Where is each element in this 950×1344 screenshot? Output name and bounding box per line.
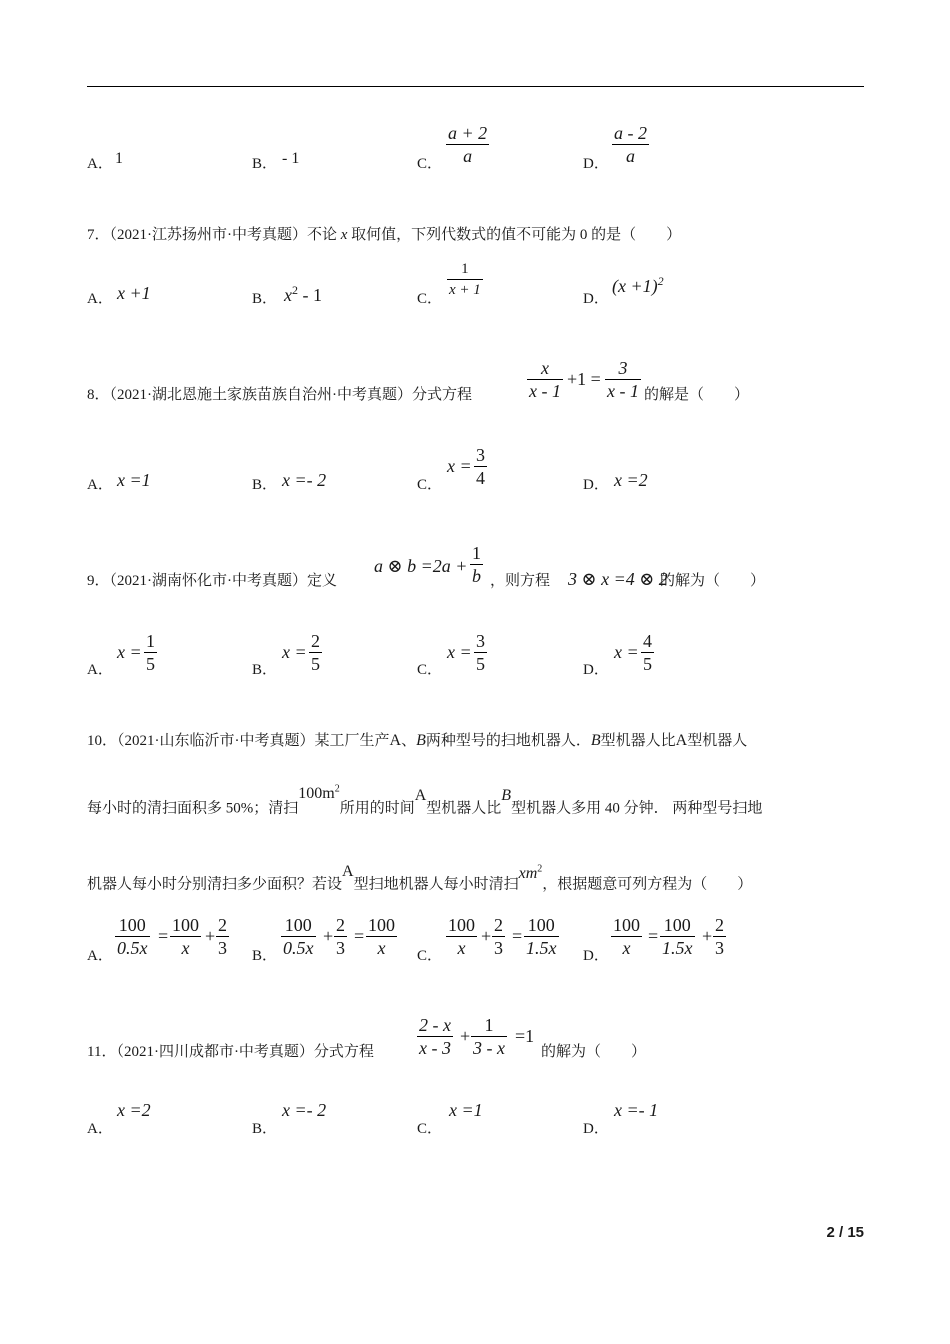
option-a-frac-2 <box>170 914 201 959</box>
option-c-label: C． <box>417 948 443 964</box>
question-11-stem: 11．（2021·四川成都市·中考真题）分式方程 <box>87 1044 374 1060</box>
question-9-stem-mid: ，则方程 <box>490 573 551 589</box>
stem-text: 型扫地机器人每小时清扫 <box>353 876 519 893</box>
denominator: 5 <box>476 654 485 674</box>
stem-text: 型机器人 <box>687 733 748 749</box>
option-c-expression: x =1 <box>449 1100 483 1120</box>
option-d-frac-2 <box>660 914 695 959</box>
stem-text: 7．（2021·江苏扬州市·中考真题）不论 <box>87 227 341 243</box>
numerator: 2 <box>494 915 503 935</box>
remainder: - 1 <box>298 285 322 305</box>
option-c-prefix: x = <box>447 456 472 476</box>
option-a-expression: x =2 <box>117 1100 151 1120</box>
denominator: x <box>622 938 631 958</box>
denominator: 0.5x <box>283 938 314 958</box>
stem-fraction-1 <box>417 1014 453 1059</box>
numerator: 100 <box>448 915 475 935</box>
type-a: A <box>389 732 402 749</box>
numerator: 3 <box>605 357 641 380</box>
page-number: 2 / 15 <box>826 1224 864 1241</box>
option-a-expression: x =1 <box>117 470 151 490</box>
option-d-fraction <box>641 630 654 675</box>
denominator: x - 3 <box>419 1038 451 1058</box>
stem-plus: + <box>460 1026 471 1046</box>
question-9-stem: 9．（2021·湖南怀化市·中考真题）定义 <box>87 573 337 589</box>
stem-equals: =1 <box>515 1026 535 1046</box>
denominator: x <box>181 938 190 958</box>
stem-fraction-1 <box>527 357 563 402</box>
denominator: b <box>472 566 481 586</box>
numerator: 4 <box>643 631 652 651</box>
option-d-expression <box>612 274 664 297</box>
option-b-label: B． <box>252 948 278 964</box>
numerator: a + 2 <box>448 123 488 143</box>
option-c-label: C． <box>417 291 443 307</box>
option-c-label: C． <box>417 662 443 678</box>
equation-expression: 3 ⊗ x =4 ⊗ 2 <box>568 569 668 589</box>
denominator: 3 <box>494 938 503 958</box>
option-a-label: A． <box>87 477 113 493</box>
definition-fraction <box>470 542 483 587</box>
option-b-label: B． <box>252 662 278 678</box>
option-a-value: 1 <box>115 150 123 167</box>
numerator: 100 <box>115 914 150 937</box>
numerator: 1 <box>146 631 155 651</box>
option-d-expression: x =- 1 <box>614 1100 659 1120</box>
option-a-label: A． <box>87 662 113 678</box>
option-c-label: C． <box>417 1121 443 1137</box>
option-c-frac-1 <box>446 914 477 959</box>
numerator: 1 <box>447 259 483 280</box>
option-c-fraction <box>474 630 487 675</box>
type-b: B <box>416 732 426 749</box>
numerator: 100 <box>613 915 640 935</box>
stem-text: 型机器人比 <box>600 733 676 749</box>
stem-fraction-2 <box>471 1014 507 1059</box>
denominator: 0.5x <box>117 938 148 958</box>
denominator: 1.5x <box>662 938 693 958</box>
denominator: x <box>457 938 466 958</box>
equals: = <box>512 926 523 946</box>
equals: = <box>648 926 659 946</box>
option-b-value: - 1 <box>282 150 300 167</box>
stem-fraction-2 <box>605 357 641 402</box>
option-b-label: B． <box>252 156 278 172</box>
base: (x +1) <box>612 276 658 296</box>
option-a-frac-3 <box>216 914 229 959</box>
denominator: 3 <box>715 938 724 958</box>
area-superscript: 2 <box>334 784 340 795</box>
type-a: A <box>342 863 354 881</box>
option-a-label: A． <box>87 1121 113 1137</box>
unit-base: xm <box>518 865 538 883</box>
stem-text: 每小时的清扫面积多 50%；清扫 <box>87 800 299 817</box>
numerator: 100 <box>172 915 199 935</box>
option-b-frac-3 <box>366 914 397 959</box>
stem-text: 、 <box>401 733 417 749</box>
numerator: x <box>527 357 563 380</box>
option-a-prefix: x = <box>117 642 142 662</box>
option-d-label: D． <box>583 291 609 307</box>
option-b-label: B． <box>252 477 278 493</box>
option-a-label: A． <box>87 156 113 172</box>
denominator: 5 <box>146 654 155 674</box>
plus: + <box>323 926 334 946</box>
option-a-label: A． <box>87 948 113 964</box>
stem-variable: x <box>340 227 348 243</box>
option-d-expression: x =2 <box>614 470 648 490</box>
question-10-line-1 <box>87 731 747 751</box>
denominator: a <box>626 146 635 166</box>
denominator: x <box>377 938 386 958</box>
stem-operator: +1 = <box>567 369 601 389</box>
area-value <box>298 785 339 802</box>
option-c-fraction <box>447 259 483 300</box>
option-a-frac-1 <box>115 914 150 959</box>
numerator: 100 <box>660 914 695 937</box>
option-b-fraction <box>309 630 322 675</box>
option-c-frac-2 <box>492 914 505 959</box>
question-9-stem-end: 的解为（ ） <box>660 573 766 589</box>
numerator: 2 <box>715 915 724 935</box>
type-b: B <box>590 732 601 749</box>
stem-text: 两种型号的扫地机器人． <box>425 733 591 749</box>
option-a-fraction <box>144 630 157 675</box>
base: x <box>284 285 292 305</box>
denominator: x - 1 <box>529 381 561 401</box>
option-c-prefix: x = <box>447 642 472 662</box>
denominator: 5 <box>311 654 320 674</box>
denominator: 4 <box>476 468 485 488</box>
plus: + <box>481 926 492 946</box>
option-b-frac-1 <box>281 914 316 959</box>
numerator: 100 <box>524 914 559 937</box>
option-d-label: D． <box>583 477 609 493</box>
area-base: 100m <box>298 785 335 803</box>
numerator: 2 - x <box>419 1015 451 1035</box>
unit-superscript: 2 <box>537 864 543 875</box>
numerator: 3 <box>476 631 485 651</box>
denominator: x + 1 <box>449 282 481 298</box>
plus: + <box>205 926 216 946</box>
option-b-label: B． <box>252 1121 278 1137</box>
definition-expression: a ⊗ b =2a + <box>374 556 468 576</box>
equals: = <box>158 926 169 946</box>
type-a: A <box>414 787 427 805</box>
type-a: A <box>675 732 688 749</box>
option-c-frac-3 <box>524 914 559 959</box>
question-8-stem: 8．（2021·湖北恩施土家族苗族自治州·中考真题）分式方程 <box>87 387 472 403</box>
numerator: 3 <box>476 445 485 465</box>
stem-text: 型机器人多用 40 分钟． 两种型号扫地 <box>511 800 763 817</box>
denominator: 3 <box>218 938 227 958</box>
option-c-fraction <box>474 444 487 489</box>
option-d-prefix: x = <box>614 642 639 662</box>
numerator: 100 <box>368 915 395 935</box>
numerator: a - 2 <box>614 123 647 143</box>
question-11-stem-end: 的解为（ ） <box>541 1044 647 1060</box>
option-d-frac-3 <box>713 914 726 959</box>
plus: + <box>702 926 713 946</box>
denominator: a <box>463 146 473 166</box>
numerator: 2 <box>311 631 320 651</box>
option-d-label: D． <box>583 662 609 678</box>
option-d-label: D． <box>583 156 609 172</box>
numerator: 2 <box>336 915 345 935</box>
option-b-expression <box>284 283 322 306</box>
denominator: 5 <box>643 654 652 674</box>
superscript: 2 <box>657 274 664 288</box>
denominator: 3 - x <box>473 1038 505 1058</box>
unit-variable <box>519 865 543 882</box>
option-b-expression: x =- 2 <box>282 470 327 490</box>
equals: = <box>354 926 365 946</box>
denominator: 3 <box>336 938 345 958</box>
option-c-label: C． <box>417 477 443 493</box>
question-10-line-3 <box>87 863 753 894</box>
stem-text: 所用的时间 <box>339 800 415 817</box>
option-d-label: D． <box>583 948 609 964</box>
option-d-label: D． <box>583 1121 609 1137</box>
numerator: 1 <box>471 1014 507 1037</box>
option-a-expression: x +1 <box>117 283 151 303</box>
superscript: 2 <box>292 283 298 297</box>
stem-text: 机器人每小时分别清扫多少面积？若设 <box>87 876 343 893</box>
question-10-line-2 <box>87 784 763 818</box>
question-7-stem <box>87 225 681 245</box>
option-d-fraction <box>612 122 649 167</box>
option-b-frac-2 <box>334 914 347 959</box>
stem-text: ，根据题意可列方程为（ ） <box>542 876 753 893</box>
type-b: B <box>501 787 512 805</box>
numerator: 1 <box>472 543 481 563</box>
option-b-prefix: x = <box>282 642 307 662</box>
option-d-frac-1 <box>611 914 642 959</box>
option-c-fraction <box>446 122 489 167</box>
header-rule <box>87 86 864 87</box>
numerator: 2 <box>218 915 227 935</box>
option-a-label: A． <box>87 291 113 307</box>
numerator: 100 <box>281 914 316 937</box>
stem-text: 取何值，下列代数式的值不可能为 0 的是（ ） <box>347 227 682 243</box>
denominator: 1.5x <box>526 938 557 958</box>
stem-text: 型机器人比 <box>426 800 502 817</box>
option-b-expression: x =- 2 <box>282 1100 327 1120</box>
question-8-stem-end: 的解是（ ） <box>644 387 750 403</box>
option-b-label: B． <box>252 291 278 307</box>
option-c-label: C． <box>417 156 443 172</box>
stem-text: 10．（2021·山东临沂市·中考真题）某工厂生产 <box>87 733 390 749</box>
denominator: x - 1 <box>607 381 639 401</box>
